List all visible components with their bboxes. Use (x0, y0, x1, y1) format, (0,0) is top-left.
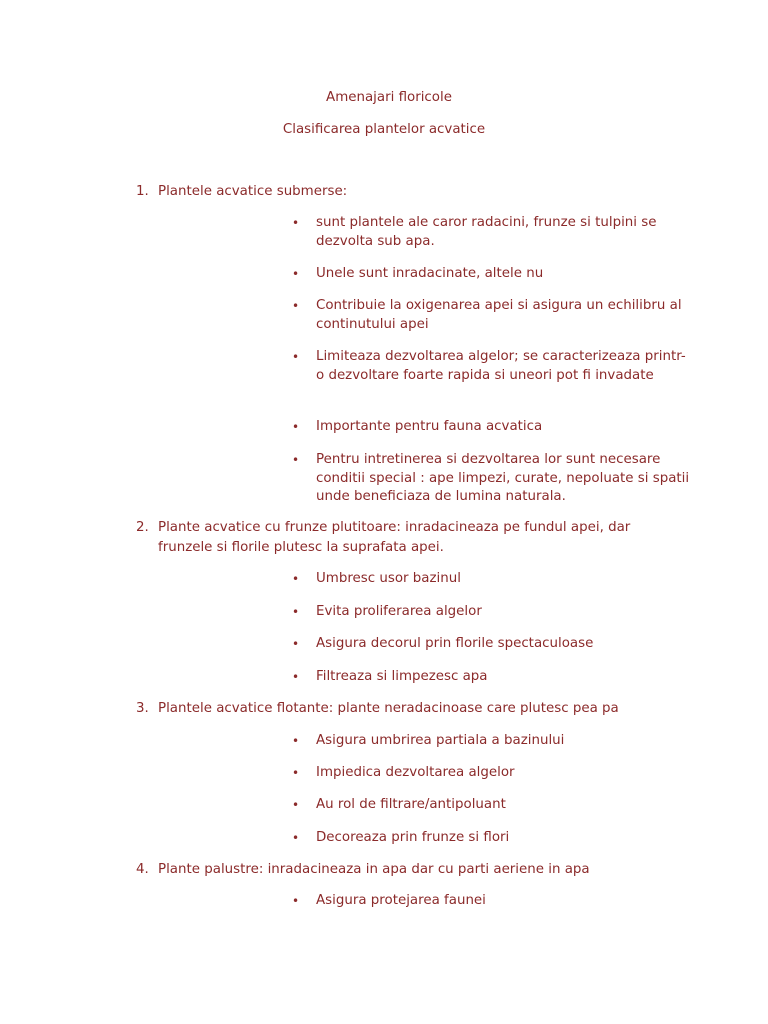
list-item-text: Plante palustre: inradacineaza in apa dar cu parti aeriene in apa (158, 862, 590, 877)
list-item-2 (136, 518, 656, 558)
bullet-icon: • (292, 420, 300, 434)
bullet-text: sunt plantele ale caror radacini, frunze si tulpini se dezvolta sub apa. (316, 215, 657, 249)
bullet-item (292, 635, 692, 654)
bullet-text: Asigura protejarea faunei (316, 893, 486, 908)
bullet-text: Filtreaza si limpezesc apa (316, 669, 488, 684)
bullet-text: Impiedica dezvoltarea algelor (316, 765, 515, 780)
document-subtitle: Clasificarea plantelor acvatice (282, 122, 486, 137)
bullet-item (292, 603, 692, 622)
bullet-item (292, 451, 692, 507)
bullet-item (292, 265, 692, 284)
bullet-text: Importante pentru fauna acvatica (316, 419, 543, 434)
bullet-text: Limiteaza dezvoltarea algelor; se caracterizeaza printr-o dezvoltare foarte rapida si uneori pot fi invadate (316, 349, 686, 383)
bullet-text: Asigura decorul prin florile spectaculoase (316, 636, 594, 651)
bullet-icon: • (292, 350, 300, 364)
bullet-icon: • (292, 216, 300, 230)
bullet-text: Contribuie la oxigenarea apei si asigura un echilibru al continutului apei (316, 298, 682, 332)
bullet-text: Unele sunt inradacinate, altele nu (316, 266, 544, 281)
list-number: 2. (136, 520, 149, 535)
bullet-item (292, 297, 692, 334)
bullet-icon: • (292, 267, 300, 281)
bullet-icon: • (292, 453, 300, 467)
bullet-icon: • (292, 605, 300, 619)
bullet-icon: • (292, 798, 300, 812)
bullet-text: Evita proliferarea algelor (316, 604, 482, 619)
bullet-item (292, 829, 692, 848)
bullet-icon: • (292, 894, 300, 908)
bullet-item (292, 764, 692, 783)
bullet-text: Pentru intretinerea si dezvoltarea lor sunt necesare conditii special : ape limpezi, curate, nepoluate si spatii unde beneficiaza de lumina naturala. (316, 452, 690, 505)
bullet-item (292, 214, 692, 251)
bullet-icon: • (292, 831, 300, 845)
bullet-item (292, 418, 692, 437)
bullet-icon: • (292, 299, 300, 313)
bullet-icon: • (292, 637, 300, 651)
list-item-text: Plante acvatice cu frunze plutitoare: inradacineaza pe fundul apei, dar frunzele si florile plutesc la suprafata apei. (158, 520, 631, 555)
bullet-text: Decoreaza prin frunze si flori (316, 830, 510, 845)
list-number: 3. (136, 701, 149, 716)
bullet-icon: • (292, 734, 300, 748)
list-number: 4. (136, 862, 149, 877)
document-title: Amenajari floricole (326, 90, 452, 105)
bullet-text: Asigura umbrirea partiala a bazinului (316, 733, 565, 748)
bullet-item (292, 796, 692, 815)
bullet-icon: • (292, 670, 300, 684)
list-number: 1. (136, 184, 149, 199)
bullet-item (292, 348, 692, 385)
bullet-item (292, 732, 692, 751)
list-item-4 (136, 860, 696, 880)
list-item-1 (136, 182, 696, 202)
bullet-icon: • (292, 572, 300, 586)
bullet-item (292, 892, 692, 911)
list-item-3 (136, 699, 696, 719)
bullet-text: Umbresc usor bazinul (316, 571, 461, 586)
bullet-item (292, 570, 692, 589)
bullet-icon: • (292, 766, 300, 780)
bullet-text: Au rol de filtrare/antipoluant (316, 797, 506, 812)
list-item-text: Plantele acvatice flotante: plante neradacinoase care plutesc pea pa (158, 701, 619, 716)
bullet-item (292, 668, 692, 687)
list-item-text: Plantele acvatice submerse: (158, 184, 348, 199)
